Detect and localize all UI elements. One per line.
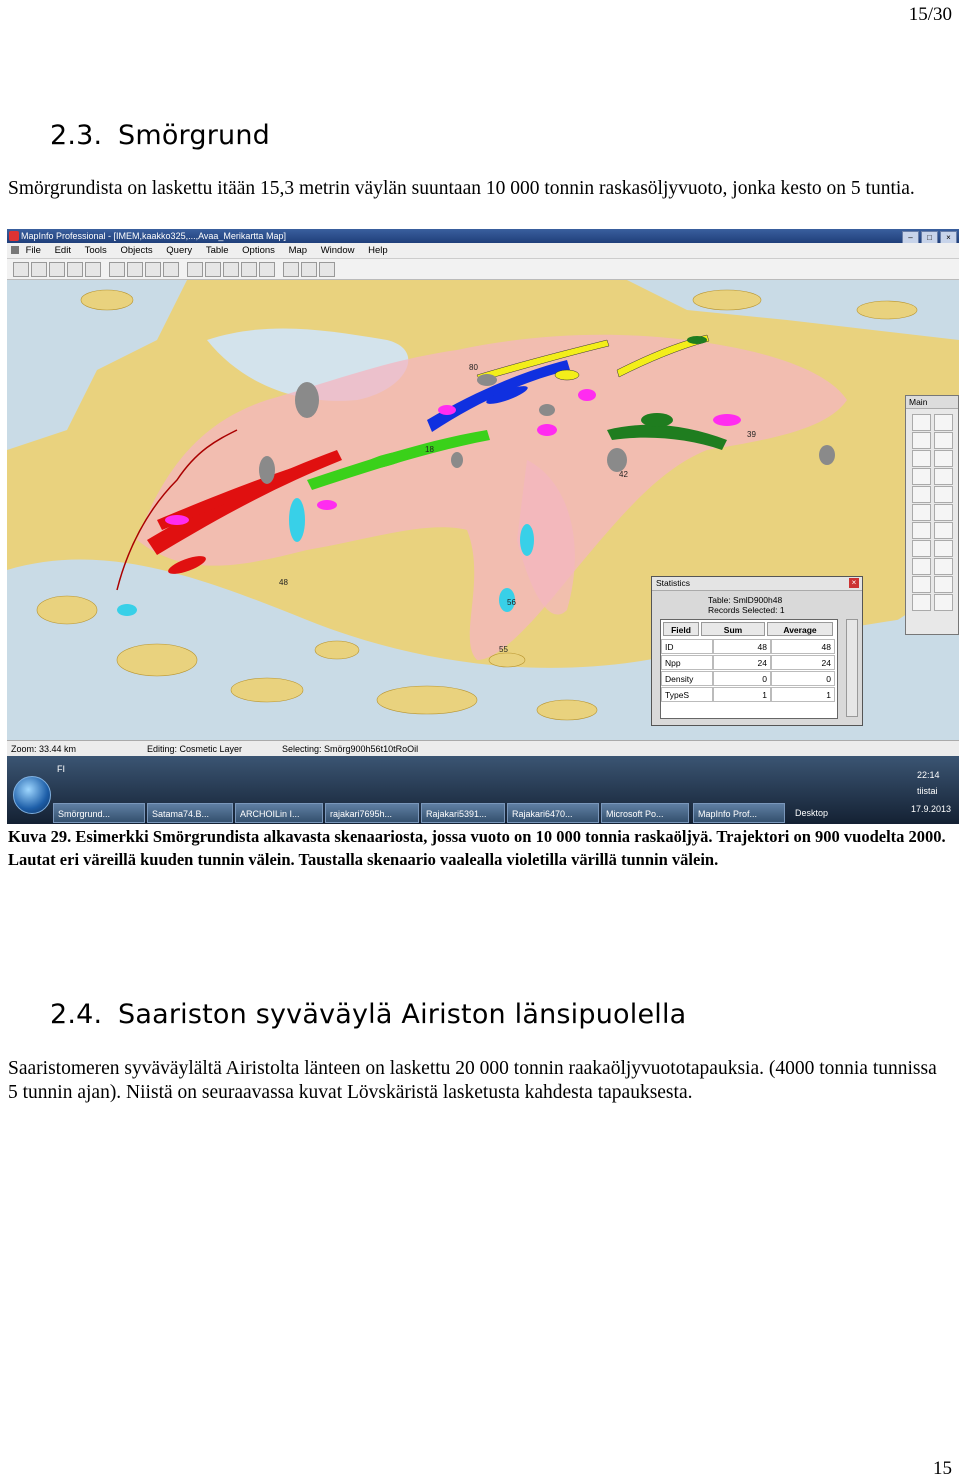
map-window[interactable] bbox=[7, 280, 959, 740]
mapinfo-screenshot bbox=[7, 229, 959, 824]
column-header: Field bbox=[663, 622, 699, 636]
section-heading bbox=[50, 999, 686, 1030]
figure-caption: Kuva 29. Esimerkki Smörgrundista alkavasta skenaariosta, jossa vuoto on 10 000 tonnia raskaöljyä. Trajektori on 900 vuodelta 2000. Lautat eri väreillä kuuden tunnin välein. Taustalla skenaario vaalealla violetilla värillä tunnin välein. bbox=[8, 827, 946, 869]
layer-control-icon[interactable] bbox=[912, 540, 931, 557]
menu-help[interactable]: Help bbox=[368, 245, 388, 256]
help-icon[interactable] bbox=[319, 262, 335, 277]
footer-page-number: 15 bbox=[933, 1458, 952, 1479]
palette-title: Main bbox=[906, 396, 958, 409]
menu-window[interactable]: Window bbox=[320, 245, 355, 256]
menu-file[interactable]: File bbox=[25, 245, 41, 256]
section-title: Smörgrund bbox=[118, 120, 270, 151]
close-icon[interactable]: × bbox=[849, 578, 859, 588]
map-label: 18 bbox=[425, 445, 434, 454]
info-icon[interactable] bbox=[912, 504, 931, 521]
page-number: 15/30 bbox=[908, 4, 952, 25]
new-grapher-icon[interactable] bbox=[223, 262, 239, 277]
new-icon[interactable] bbox=[13, 262, 29, 277]
save-workspace-icon[interactable] bbox=[67, 262, 83, 277]
zoom-status: Zoom: 33.44 km bbox=[11, 744, 77, 754]
column-header: Average bbox=[767, 622, 833, 636]
window-controls bbox=[900, 230, 957, 244]
app-icon bbox=[9, 231, 19, 241]
pan-icon[interactable] bbox=[912, 486, 931, 503]
menu-map[interactable]: Map bbox=[288, 245, 308, 256]
taskbar-button[interactable]: Rajakari6470... bbox=[507, 803, 599, 823]
menu-query[interactable]: Query bbox=[166, 245, 193, 256]
drag-window-icon[interactable] bbox=[934, 522, 953, 539]
new-browser-icon[interactable] bbox=[187, 262, 203, 277]
statistics-title: Statistics bbox=[652, 577, 862, 591]
section-number: 2.3. bbox=[50, 120, 103, 151]
radius-select-icon[interactable] bbox=[912, 432, 931, 449]
column-header: Sum bbox=[701, 622, 765, 636]
arrow-tool-icon[interactable] bbox=[912, 594, 931, 611]
table-cell: 0 bbox=[713, 671, 771, 686]
statistics-info bbox=[708, 595, 785, 615]
save-icon[interactable] bbox=[49, 262, 65, 277]
menu-objects[interactable]: Objects bbox=[120, 245, 153, 256]
legend-icon[interactable] bbox=[283, 262, 299, 277]
new-layout-icon[interactable] bbox=[241, 262, 257, 277]
undo-icon[interactable] bbox=[163, 262, 179, 277]
map-label: 39 bbox=[747, 430, 756, 439]
boundary-select-icon[interactable] bbox=[912, 450, 931, 467]
table-cell: Npp bbox=[661, 655, 713, 670]
minimize-icon[interactable]: – bbox=[902, 231, 919, 244]
statistics-window bbox=[651, 576, 863, 726]
options-icon[interactable] bbox=[934, 594, 953, 611]
table-cell: TypeS bbox=[661, 687, 713, 702]
window-title: MapInfo Professional - [IMEM,kaakko325,...,Avaa_Merikartta Map] bbox=[21, 231, 286, 241]
section-number: 2.4. bbox=[50, 999, 103, 1030]
label-icon[interactable] bbox=[912, 522, 931, 539]
show-desktop[interactable]: Desktop bbox=[795, 808, 829, 818]
menu-bar bbox=[7, 243, 959, 259]
clock-day: tiistai bbox=[917, 786, 938, 796]
menu-edit[interactable]: Edit bbox=[54, 245, 71, 256]
document-icon bbox=[11, 246, 19, 254]
table-cell: 48 bbox=[771, 639, 835, 654]
statistics-table bbox=[660, 619, 838, 719]
new-mapper-icon[interactable] bbox=[205, 262, 221, 277]
clock-date: 17.9.2013 bbox=[911, 804, 952, 814]
clip-region-icon[interactable] bbox=[934, 576, 953, 593]
table-cell: 48 bbox=[713, 639, 771, 654]
paste-icon[interactable] bbox=[145, 262, 161, 277]
menu-table[interactable]: Table bbox=[205, 245, 229, 256]
records-selected: Records Selected: 1 bbox=[708, 605, 785, 615]
taskbar-button[interactable]: MapInfo Prof... bbox=[693, 803, 785, 823]
taskbar-button[interactable]: Satama74.B... bbox=[147, 803, 233, 823]
print-icon[interactable] bbox=[85, 262, 101, 277]
copy-icon[interactable] bbox=[127, 262, 143, 277]
body-paragraph: Saaristomeren syväväylältä Airistolta länteen on laskettu 20 000 tonnin raakaöljyvuototapauksia. (4000 tonnia tunnissa 5 tunnin ajan). Niistä on seuraavassa kuvat Lövskäristä lasketusta kahdesta tapauksesta. bbox=[8, 1058, 937, 1103]
vertical-scrollbar[interactable] bbox=[846, 619, 858, 717]
menu-tools[interactable]: Tools bbox=[84, 245, 107, 256]
taskbar-button[interactable]: Smörgrund... bbox=[53, 803, 145, 823]
map-label: 80 bbox=[469, 363, 478, 372]
statistics-tool-icon[interactable] bbox=[934, 558, 953, 575]
marquee-tool-icon[interactable] bbox=[934, 414, 953, 431]
taskbar-button[interactable]: Microsoft Po... bbox=[601, 803, 689, 823]
toolbar bbox=[7, 259, 959, 280]
redistrict-icon[interactable] bbox=[259, 262, 275, 277]
map-label: 56 bbox=[507, 598, 516, 607]
body-paragraph: Smörgrundista on laskettu itään 15,3 metrin väylän suuntaan 10 000 tonnin raskasöljyvuoto, jonka kesto on 5 tuntia. bbox=[8, 178, 915, 199]
map-label: 55 bbox=[499, 645, 508, 654]
stats-icon[interactable] bbox=[301, 262, 317, 277]
main-tool-palette bbox=[905, 395, 959, 635]
taskbar-button[interactable]: rajakari7695h... bbox=[325, 803, 419, 823]
table-cell: 0 bbox=[771, 671, 835, 686]
table-cell: 24 bbox=[713, 655, 771, 670]
windows-taskbar bbox=[7, 756, 959, 824]
map-label: 48 bbox=[279, 578, 288, 587]
editing-status[interactable]: Editing: Cosmetic Layer bbox=[147, 744, 243, 754]
legend-tool-icon[interactable] bbox=[912, 558, 931, 575]
map-label: 42 bbox=[619, 470, 628, 479]
polygon-select-icon[interactable] bbox=[934, 432, 953, 449]
scale-bar-icon[interactable] bbox=[912, 576, 931, 593]
table-cell: 1 bbox=[713, 687, 771, 702]
unselect-icon[interactable] bbox=[934, 450, 953, 467]
table-cell: 24 bbox=[771, 655, 835, 670]
change-view-icon[interactable] bbox=[934, 486, 953, 503]
taskbar-button[interactable]: ARCHOILin I... bbox=[235, 803, 323, 823]
zoom-in-icon[interactable] bbox=[912, 468, 931, 485]
taskbar-button[interactable]: Rajakari5391... bbox=[421, 803, 505, 823]
section-title: Saariston syväväylä Airiston länsipuolella bbox=[118, 999, 687, 1030]
status-bar bbox=[7, 740, 959, 757]
language-indicator[interactable]: FI bbox=[57, 764, 65, 774]
table-cell: Density bbox=[661, 671, 713, 686]
select-tool-icon[interactable] bbox=[912, 414, 931, 431]
maximize-icon[interactable]: □ bbox=[921, 231, 938, 244]
hotlink-icon[interactable] bbox=[934, 504, 953, 521]
clock-time: 22:14 bbox=[917, 770, 940, 780]
ruler-icon[interactable] bbox=[934, 540, 953, 557]
selecting-status[interactable]: Selecting: Smörg900h56t10tRoOil bbox=[282, 744, 419, 754]
zoom-out-icon[interactable] bbox=[934, 468, 953, 485]
table-name: Table: SmlD900h48 bbox=[708, 595, 783, 605]
start-button-icon[interactable] bbox=[13, 776, 51, 814]
table-cell: ID bbox=[661, 639, 713, 654]
open-icon[interactable] bbox=[31, 262, 47, 277]
window-titlebar bbox=[7, 229, 959, 243]
cut-icon[interactable] bbox=[109, 262, 125, 277]
close-icon[interactable]: × bbox=[940, 231, 957, 244]
table-cell: 1 bbox=[771, 687, 835, 702]
menu-options[interactable]: Options bbox=[242, 245, 275, 256]
section-heading bbox=[50, 120, 270, 151]
